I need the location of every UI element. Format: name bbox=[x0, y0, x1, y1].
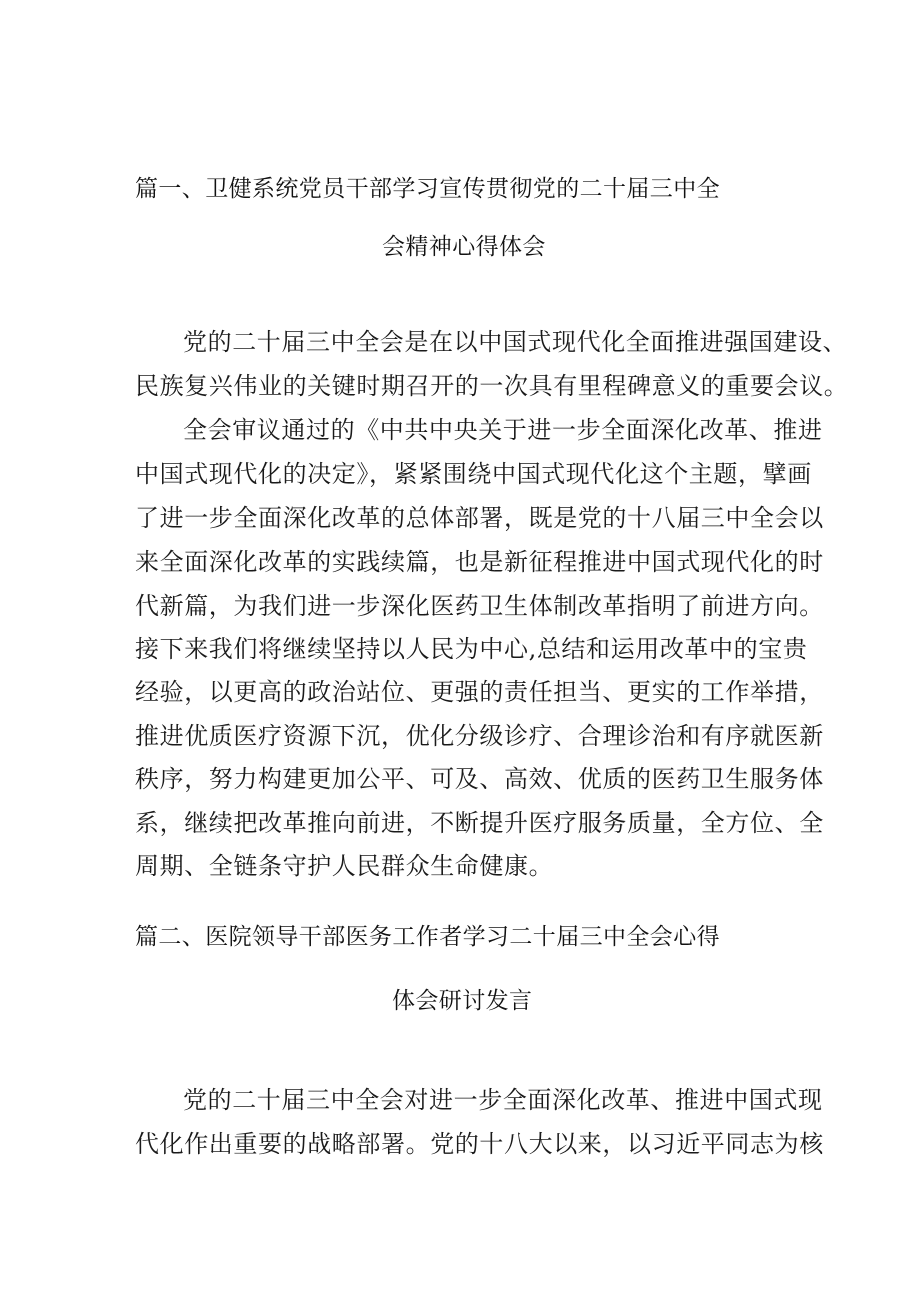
section-1-text-line: 代新篇，为我们进一步深化医药卫生体制改革指明了前进方向。 bbox=[135, 592, 824, 620]
section-1-text-line: 民族复兴伟业的关键时期召开的一次具有里程碑意义的重要会议。 bbox=[135, 372, 849, 400]
section-1-text-line: 全会审议通过的《中共中央关于进一步全面深化改革、推进 bbox=[183, 416, 823, 444]
section-1-text-line: 中国式现代化的决定》，紧紧围绕中国式现代化这个主题，擘画 bbox=[135, 460, 812, 488]
section-1-text-line: 系，继续把改革推向前进，不断提升医疗服务质量，全方位、全 bbox=[135, 809, 824, 837]
section-1-text-line: 来全面深化改革的实践续篇，也是新征程推进中国式现代化的时 bbox=[135, 548, 824, 576]
section-1-text-line: 接下来我们将继续坚持以人民为中心,总结和运用改革中的宝贵 bbox=[135, 635, 808, 663]
section-1-text-line: 秩序，努力构建更加公平、可及、高效、优质的医药卫生服务体 bbox=[135, 765, 824, 793]
section-1-text-line: 党的二十届三中全会是在以中国式现代化全面推进强国建设、 bbox=[183, 328, 848, 356]
section-2-text-line: 党的二十届三中全会对进一步全面深化改革、推进中国式现 bbox=[183, 1086, 823, 1114]
section-2-title-line-2: 体会研讨发言 bbox=[392, 988, 533, 1014]
section-2-title-line-1: 篇二、医院领导干部医务工作者学习二十届三中全会心得 bbox=[135, 924, 720, 950]
section-1-text-line: 经验，以更高的政治站位、更强的责任担当、更实的工作举措， bbox=[135, 678, 824, 706]
section-2-text-line: 代化作出重要的战略部署。党的十八大以来，以习近平同志为核 bbox=[135, 1130, 824, 1158]
section-1-text-line: 周期、全链条守护人民群众生命健康。 bbox=[135, 852, 554, 880]
section-1-text-line: 推进优质医疗资源下沉，优化分级诊疗、合理诊治和有序就医新 bbox=[135, 722, 824, 750]
section-1-title-line-1: 篇一、卫健系统党员干部学习宣传贯彻党的二十届三中全 bbox=[135, 176, 720, 202]
section-1-title-line-2: 会精神心得体会 bbox=[382, 234, 546, 260]
section-1-text-line: 了进一步全面深化改革的总体部署，既是党的十八届三中全会以 bbox=[135, 504, 824, 532]
